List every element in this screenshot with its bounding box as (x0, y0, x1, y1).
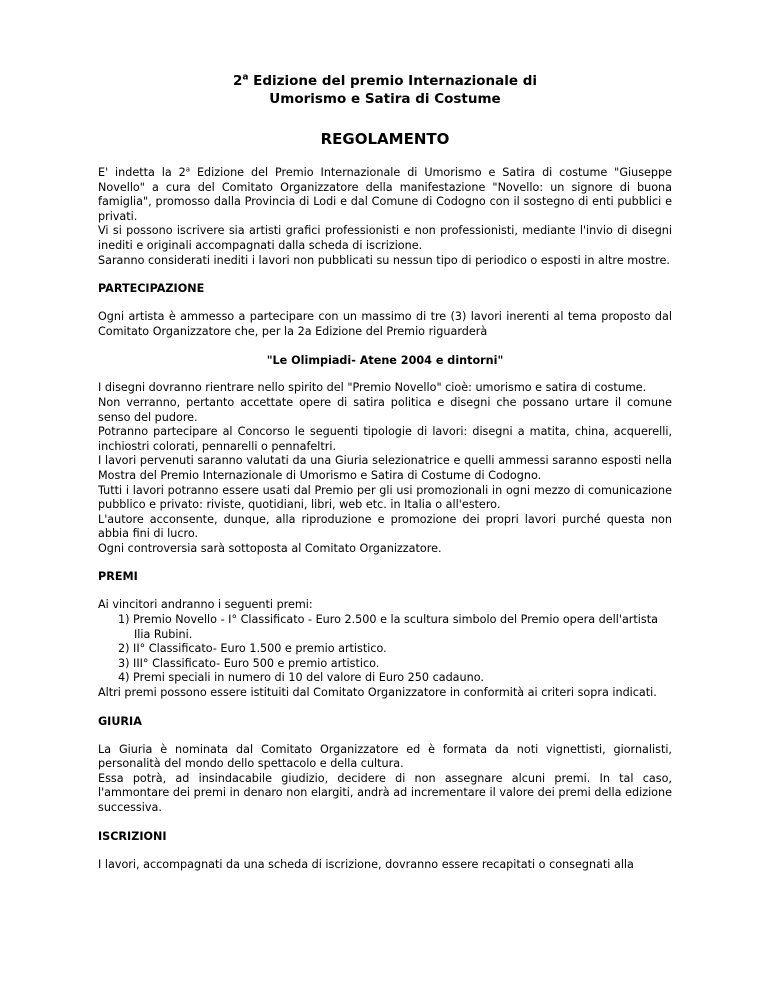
partecipazione-section (98, 282, 672, 556)
document-page (98, 72, 672, 872)
premi-list-item: 3) III° Classificato- Euro 500 e premio artistico. (118, 656, 380, 670)
intro-section (98, 166, 672, 268)
partecipazione-paragraph-2: I disegni dovranno rientrare nello spirito del "Premio Novello" cioè: umorismo e satira di costume. (98, 381, 647, 395)
intro-paragraph-1 (98, 166, 672, 224)
title-line2: Umorismo e Satira di Costume (269, 91, 501, 107)
partecipazione-paragraph-8: Ogni controversia sarà sottoposta al Comitato Organizzatore. (98, 541, 442, 555)
intro-p1-prefix: E' indetta la 2 (98, 166, 186, 179)
partecipazione-paragraph-6: Tutti i lavori potranno essere usati dal Premio per gli usi promozionali in ogni mezzo di comunicazione pubblico e privato: riviste, quotidiani, libri, web etc. in Italia o all'estero. (98, 483, 672, 512)
intro-paragraph-3: Saranno considerati inediti i lavori non pubblicati su nessun tipo di periodico o esposti in altre mostre. (98, 253, 670, 267)
premi-heading: PREMI (98, 570, 138, 584)
partecipazione-paragraph-5: I lavori pervenuti saranno valutati da una Giuria selezionatrice e quelli ammessi saranno esposti nella Mostra del Premio Internazionale di Umorismo e Satira di Costume di Codogno. (98, 454, 672, 482)
partecipazione-heading: PARTECIPAZIONE (98, 282, 205, 296)
giuria-section (98, 715, 672, 816)
premi-intro: Ai vincitori andranno i seguenti premi: (98, 598, 313, 612)
iscrizioni-heading: ISCRIZIONI (98, 829, 167, 843)
giuria-paragraph-1: La Giuria è nominata dal Comitato Organizzatore ed è formata da noti vignettisti, giornalisti, personalità del mondo dello spettacolo e della cultura. (98, 742, 672, 771)
premi-outro: Altri premi possono essere istituiti dal Comitato Organizzatore in conformità ai criteri sopra indicati. (98, 686, 657, 700)
partecipazione-paragraph-4: Potranno partecipare al Concorso le seguenti tipologie di lavori: disegni a matita, china, acquerelli, inchiostri colorati, pennarelli o pennafeltri. (98, 425, 672, 453)
premi-list-item: 4) Premi speciali in numero di 10 del valore di Euro 250 cadauno. (118, 671, 484, 685)
title-line1-rest: Edizione del premio Internazionale di (248, 73, 538, 89)
partecipazione-paragraph-1: Ogni artista è ammesso a partecipare con un massimo di tre (3) lavori inerenti al tema proposto dal Comitato Organizzatore che, per la 2a Edizione del Premio riguarderà (98, 310, 672, 338)
main-heading: REGOLAMENTO (320, 130, 450, 148)
partecipazione-paragraph-3: Non verranno, pertanto accettate opere di satira politica e disegni che possano urtare il comune senso del pudore. (98, 395, 672, 424)
title-line1-sup: a (242, 72, 249, 83)
document-title (98, 72, 672, 108)
premi-list-item: 2) II° Classificato- Euro 1.500 e premio artistico. (118, 642, 387, 656)
iscrizioni-paragraph-1: I lavori, accompagnati da una scheda di iscrizione, dovranno essere recapitati o consegnati alla (98, 857, 634, 871)
iscrizioni-section (98, 830, 672, 873)
premi-section (98, 570, 672, 700)
partecipazione-paragraph-7: L'autore acconsente, dunque, alla riproduzione e promozione dei propri lavori purché questa non abbia fini di lucro. (98, 512, 672, 541)
premi-list (98, 613, 672, 686)
premi-list-item: 1) Premio Novello - I° Classificato - Euro 2.500 e la scultura simbolo del Premio opera dell'artista Ilia Rubini. (118, 613, 658, 641)
theme-title: "Le Olimpiadi- Atene 2004 e dintorni" (266, 354, 504, 368)
intro-p1-rest: Edizione del Premio Internazionale di Umorismo e Satira di costume "Giuseppe Novello" a cura del Comitato Organizzatore della manifestazione "Novello: un signore di buona famiglia", promosso dalla Provincia di Lodi e dal Comune di Codogno con il sostegno di enti pubblici e privati. (98, 166, 672, 223)
intro-paragraph-2: Vi si possono iscrivere sia artisti grafici professionisti e non professionisti, mediante l'invio di disegni inediti e originali accompagnati dalla scheda di iscrizione. (98, 224, 672, 252)
giuria-heading: GIURIA (98, 714, 142, 728)
giuria-paragraph-2: Essa potrà, ad insindacabile giudizio, decidere di non assegnare alcuni premi. In tal caso, l'ammontare dei premi in denaro non elargiti, andrà ad incrementare il valore dei premi della edizione successiva. (98, 771, 672, 814)
title-line1-prefix: 2 (232, 73, 243, 89)
intro-p1-sup: a (185, 165, 191, 174)
